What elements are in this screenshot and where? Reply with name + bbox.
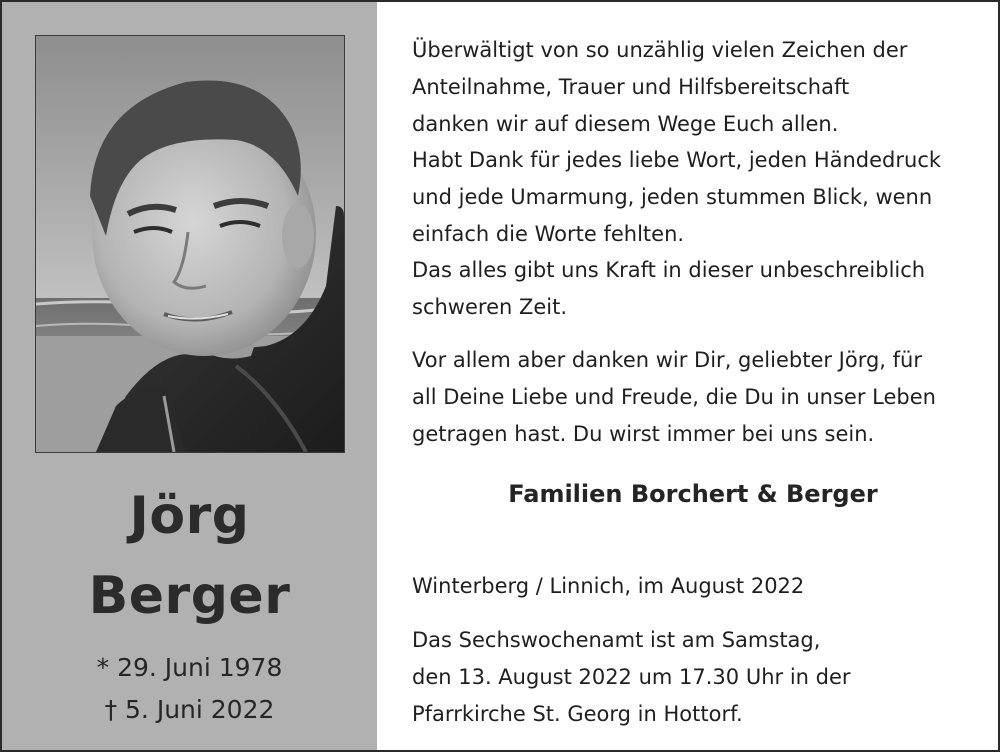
death-date: † 5. Juni 2022	[104, 695, 275, 724]
portrait-photo	[35, 35, 345, 453]
text-line: Pfarrkirche St. Georg in Hottorf.	[412, 702, 743, 726]
thanks-paragraph-3	[412, 252, 982, 326]
text-line: schweren Zeit.	[412, 295, 568, 319]
text-line: all Deine Liebe und Freude, die Du in unser Leben	[412, 385, 936, 409]
thanks-paragraph-2	[412, 142, 982, 253]
thanks-paragraph-1	[412, 32, 982, 143]
thanks-paragraph-4	[412, 342, 982, 453]
deceased-last-name: Berger	[88, 566, 291, 626]
text-line: und jede Umarmung, jeden stummen Blick, wenn	[412, 185, 933, 209]
text-line: Vor allem aber danken wir Dir, geliebter Jörg, für	[412, 348, 922, 372]
text-line: Das Sechswochenamt ist am Samstag,	[412, 628, 821, 652]
service-announcement	[412, 622, 982, 733]
text-line: den 13. August 2022 um 17.30 Uhr in der	[412, 665, 851, 689]
text-line: danken wir auf diesem Wege Euch allen.	[412, 112, 839, 136]
text-line: Das alles gibt uns Kraft in dieser unbeschreiblich	[412, 258, 926, 282]
text-line: Habt Dank für jedes liebe Wort, jeden Händedruck	[412, 148, 942, 172]
place-and-date: Winterberg / Linnich, im August 2022	[412, 574, 805, 598]
text-line: einfach die Worte fehlten.	[412, 222, 685, 246]
left-panel	[2, 2, 377, 750]
deceased-first-name: Jörg	[129, 486, 250, 546]
text-line: Überwältigt von so unzählig vielen Zeichen der	[412, 38, 908, 62]
birth-date: * 29. Juni 1978	[96, 653, 283, 682]
family-signature: Familien Borchert & Berger	[508, 480, 878, 508]
text-line: Anteilnahme, Trauer und Hilfsbereitschaft	[412, 75, 850, 99]
text-line: getragen hast. Du wirst immer bei uns sein.	[412, 422, 875, 446]
